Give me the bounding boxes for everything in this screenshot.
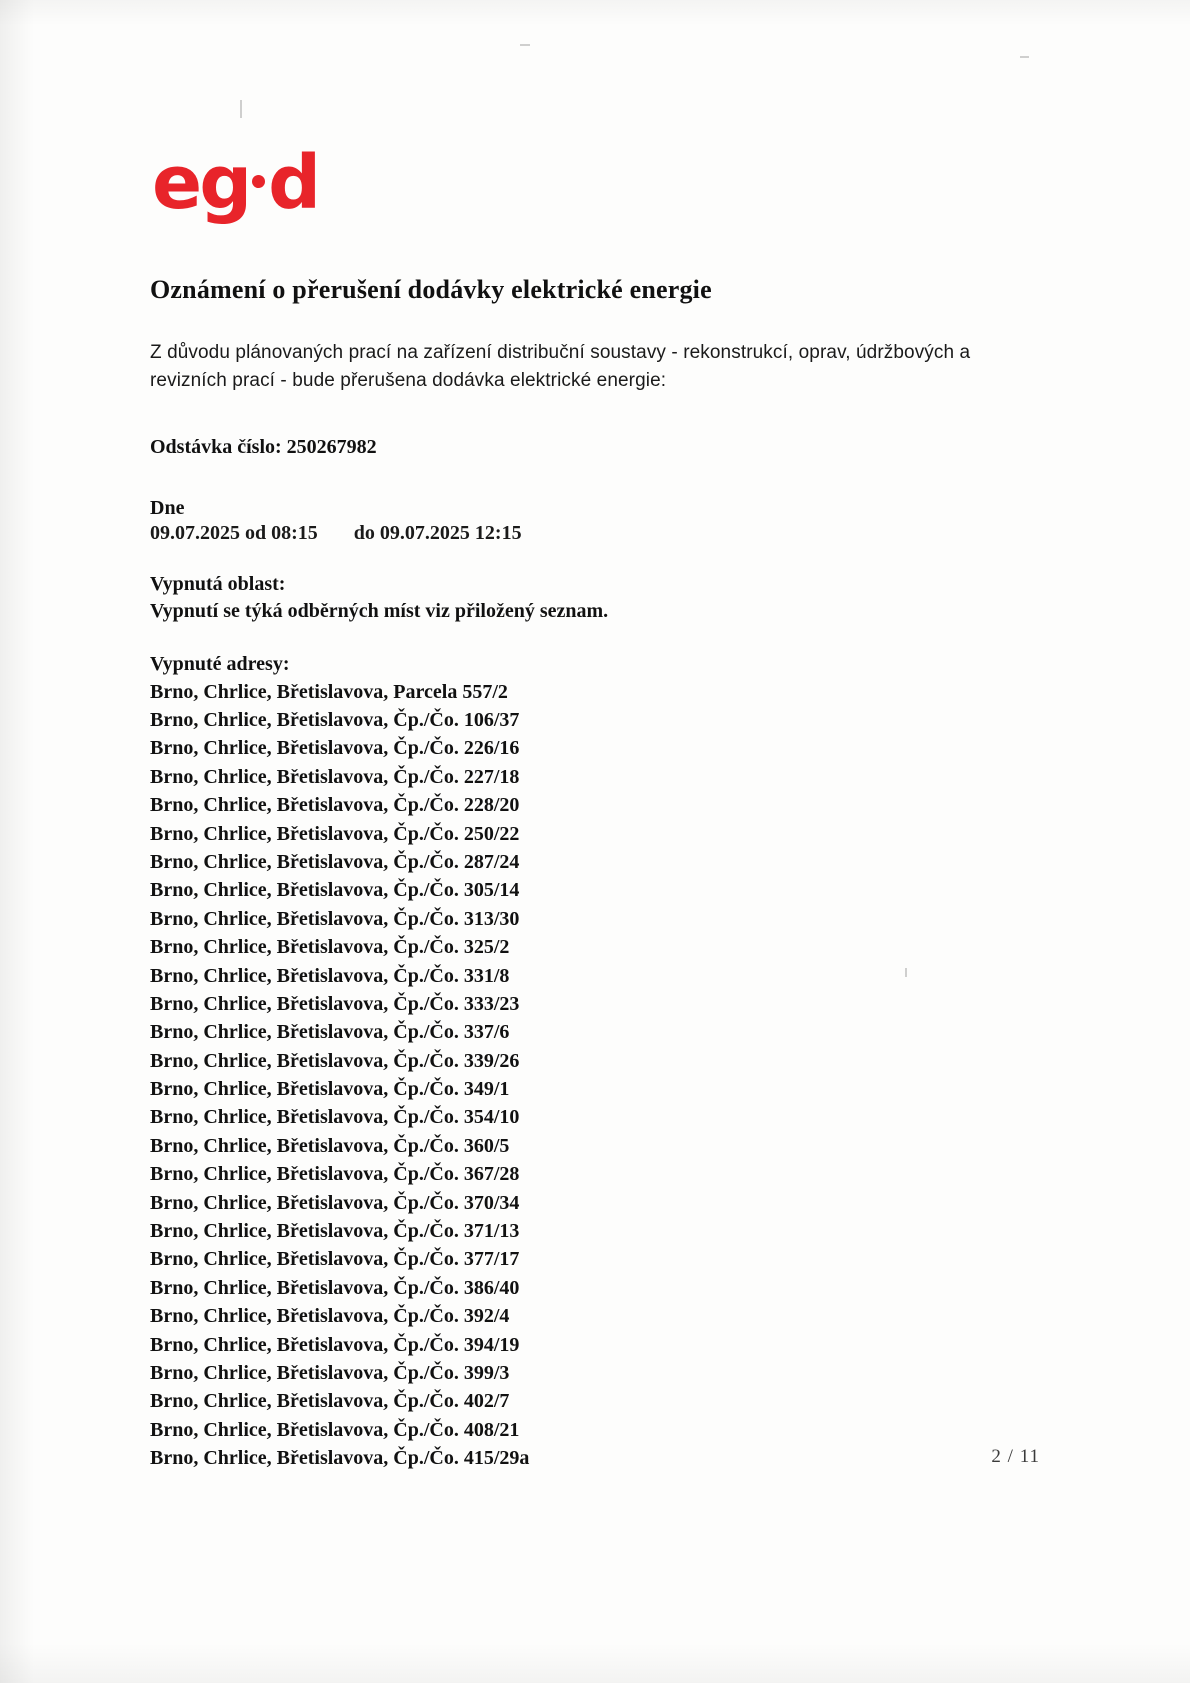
list-item: Brno, Chrlice, Břetislavova, Čp./Čo. 287/24: [150, 850, 520, 873]
list-item: Brno, Chrlice, Břetislavova, Čp./Čo. 325/2: [150, 936, 510, 959]
egd-logo-text-right: d: [268, 140, 319, 226]
scan-speck: [1020, 56, 1029, 58]
list-item: Brno, Chrlice, Břetislavova, Čp./Čo. 354/10: [150, 1106, 520, 1129]
list-item: Brno, Chrlice, Břetislavova, Čp./Čo. 337/6: [150, 1021, 510, 1044]
list-item: Brno, Chrlice, Břetislavova, Čp./Čo. 360/5: [150, 1134, 510, 1157]
list-item: Brno, Chrlice, Břetislavova, Čp./Čo. 227/18: [150, 765, 520, 788]
area-note: Vypnutí se týká odběrných míst viz přiložený seznam.: [150, 599, 609, 622]
list-item: Brno, Chrlice, Břetislavova, Čp./Čo. 228/20: [150, 794, 520, 817]
egd-logo-dot-icon: [252, 175, 265, 188]
date-range: [150, 522, 1050, 545]
scan-speck: [240, 100, 242, 118]
list-item: Brno, Chrlice, Břetislavova, Čp./Čo. 367/28: [150, 1163, 520, 1186]
list-item: Brno, Chrlice, Břetislavova, Čp./Čo. 415/29a: [150, 1447, 530, 1470]
scan-speck: [520, 44, 530, 46]
list-item: Brno, Chrlice, Břetislavova, Čp./Čo. 408/21: [150, 1418, 520, 1441]
list-item: Brno, Chrlice, Břetislavova, Čp./Čo. 349/1: [150, 1078, 510, 1101]
list-item: Brno, Chrlice, Břetislavova, Čp./Čo. 106/37: [150, 708, 520, 731]
page-title: Oznámení o přerušení dodávky elektrické energie: [150, 274, 712, 304]
list-item: Brno, Chrlice, Břetislavova, Čp./Čo. 339/26: [150, 1049, 520, 1072]
scan-shadow-left: [0, 0, 34, 1683]
list-item: Brno, Chrlice, Břetislavova, Čp./Čo. 305/14: [150, 879, 520, 902]
area-label: Vypnutá oblast:: [150, 572, 286, 595]
intro-paragraph: Z důvodu plánovaných prací na zařízení distribuční soustavy - rekonstrukcí, oprav, údržbových a revizních prací - bude přerušena dodávka elektrické energie:: [150, 341, 971, 392]
date-to: do 09.07.2025 12:15: [353, 521, 522, 544]
outage-number: Odstávka číslo: 250267982: [150, 435, 377, 458]
scan-shadow-bottom: [0, 1643, 1190, 1683]
date-from: 09.07.2025 od 08:15: [150, 521, 318, 544]
list-item: Brno, Chrlice, Břetislavova, Čp./Čo. 371/13: [150, 1220, 520, 1243]
list-item: Brno, Chrlice, Břetislavova, Čp./Čo. 226/16: [150, 737, 520, 760]
egd-logo-text-left: eg: [152, 140, 250, 226]
page-number: 2 / 11: [991, 1446, 1040, 1467]
list-item: Brno, Chrlice, Břetislavova, Čp./Čo. 250/22: [150, 822, 520, 845]
list-item: Brno, Chrlice, Břetislavova, Čp./Čo. 402/7: [150, 1390, 510, 1413]
list-item: Brno, Chrlice, Břetislavova, Čp./Čo. 370/34: [150, 1191, 520, 1214]
list-item: Brno, Chrlice, Břetislavova, Čp./Čo. 333/23: [150, 992, 520, 1015]
addresses-label: Vypnuté adresy:: [150, 652, 290, 675]
list-item: Brno, Chrlice, Břetislavova, Čp./Čo. 399/3: [150, 1361, 510, 1384]
list-item: Brno, Chrlice, Břetislavova, Čp./Čo. 392/4: [150, 1305, 510, 1328]
list-item: Brno, Chrlice, Břetislavova, Čp./Čo. 313/30: [150, 907, 520, 930]
list-item: Brno, Chrlice, Břetislavova, Čp./Čo. 331/8: [150, 964, 510, 987]
egd-logo: [152, 140, 1050, 226]
list-item: Brno, Chrlice, Břetislavova, Čp./Čo. 394/19: [150, 1333, 520, 1356]
list-item: Brno, Chrlice, Břetislavova, Parcela 557/2: [150, 680, 508, 703]
address-list: [150, 678, 1050, 1473]
list-item: Brno, Chrlice, Břetislavova, Čp./Čo. 377/17: [150, 1248, 520, 1271]
date-label: Dne: [150, 496, 185, 519]
list-item: Brno, Chrlice, Břetislavova, Čp./Čo. 386/40: [150, 1276, 520, 1299]
scan-shadow-top: [0, 0, 1190, 26]
document-content: [150, 140, 1050, 1473]
